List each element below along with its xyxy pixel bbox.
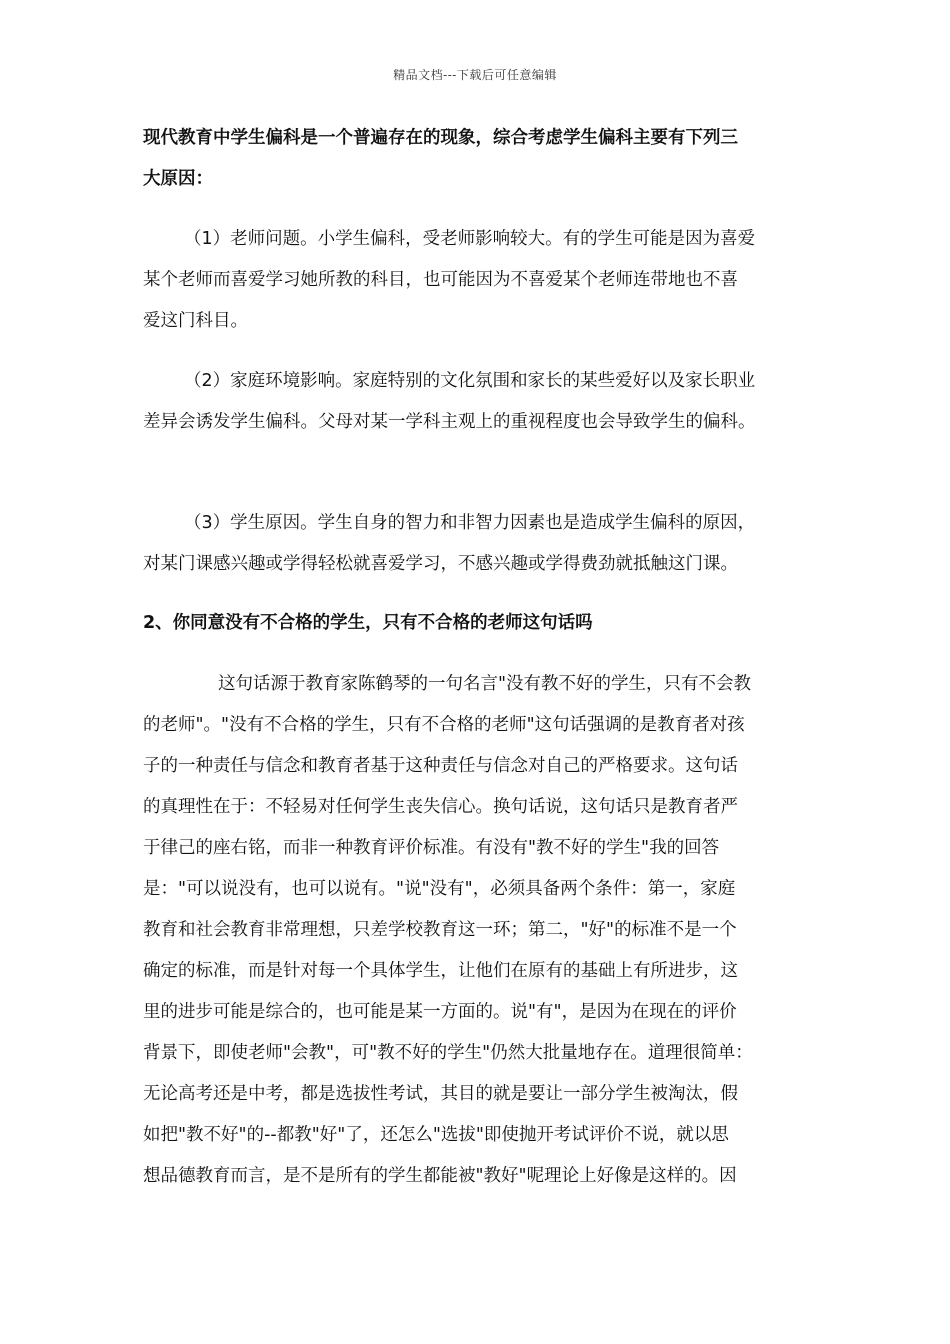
section2-body-line-9: 里的进步可能是综合的，也可能是某一方面的。说"有"，是因为在现在的评价 [143, 1002, 737, 1022]
section2-body-line-4: 的真理性在于：不轻易对任何学生丧失信心。换句话说，这句话只是教育者严 [143, 797, 738, 817]
section2-body-line-5: 于律己的座右铭，而非一种教育评价标准。有没有"教不好的学生"我的回答 [143, 838, 720, 858]
section1-title-line-1: 现代教育中学生偏科是一个普遍存在的现象，综合考虑学生偏科主要有下列三 [143, 128, 738, 148]
section2-title: 2、你同意没有不合格的学生，只有不合格的老师这句话吗 [143, 613, 593, 633]
reason3-line-2: 对某门课感兴趣或学得轻松就喜爱学习，不感兴趣或学得费劲就抵触这门课。 [143, 554, 738, 574]
section2-body-line-2: 的老师"。"没有不合格的学生，只有不合格的老师"这句话强调的是教育者对孩 [143, 715, 745, 735]
section2-body-line-11: 无论高考还是中考，都是选拔性考试，其目的就是要让一部分学生被淘汰，假 [143, 1084, 738, 1104]
section2-body-line-8: 确定的标准，而是针对每一个具体学生，让他们在原有的基础上有所进步，这 [143, 961, 738, 981]
section1-title-line-2: 大原因： [143, 169, 213, 189]
section2-body-line-6: 是："可以说没有，也可以说有。"说"没有"，必须具备两个条件：第一，家庭 [143, 879, 736, 899]
reason2-line-1: （2）家庭环境影响。家庭特别的文化氛围和家长的某些爱好以及家长职业 [184, 371, 756, 391]
section2-body-line-3: 子的一种责任与信念和教育者基于这种责任与信念对自己的严格要求。这句话 [143, 756, 738, 776]
reason2-line-2: 差异会诱发学生偏科。父母对某一学科主观上的重视程度也会导致学生的偏科。 [143, 412, 756, 432]
section2-body-line-12: 如把"教不好"的--都教"好"了，还怎么"选拔"即使抛开考试评价不说，就以思 [143, 1125, 729, 1145]
section2-body-line-10: 背景下，即使老师"会教"，可"教不好的学生"仍然大批量地存在。道理很简单： [143, 1043, 753, 1063]
reason1-line-1: （1）老师问题。小学生偏科，受老师影响较大。有的学生可能是因为喜爱 [184, 229, 756, 249]
page-header: 精品文档---下载后可任意编辑 [393, 68, 557, 82]
reason1-line-2: 某个老师而喜爱学习她所教的科目，也可能因为不喜爱某个老师连带地也不喜 [143, 270, 738, 290]
section2-body-line-13: 想品德教育而言，是不是所有的学生都能被"教好"呢理论上好像是这样的。因 [143, 1166, 737, 1186]
section2-body-line-1: 这句话源于教育家陈鹤琴的一句名言"没有教不好的学生，只有不会教 [218, 674, 752, 694]
section2-body-line-7: 教育和社会教育非常理想，只差学校教育这一环；第二，"好"的标准不是一个 [143, 920, 737, 940]
reason1-line-3: 爱这门科目。 [143, 311, 248, 331]
reason3-line-1: （3）学生原因。学生自身的智力和非智力因素也是造成学生偏科的原因， [184, 513, 756, 533]
